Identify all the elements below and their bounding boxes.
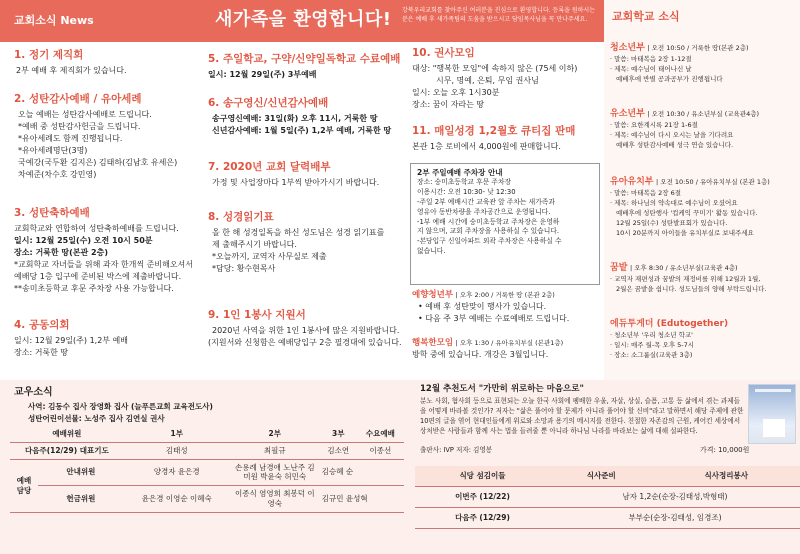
table-cell: 안내위원 [66,467,96,477]
section-title: 9. 1인 1봉사 지원서 [208,309,306,321]
group-line: 예배후 성탄감사예배 성극 연습 있습니다. [616,141,734,150]
section-line: *유아세례명단(3명) [18,146,88,156]
section-line: 2부 예배 후 제직회가 있습니다. [16,66,127,76]
book-publisher: 출판사: IVP 저자: 김영봉 [420,446,493,454]
group-meta: | 오후 8:30 / 유소년부실(교육관 4층) [629,264,738,272]
welcome-note: 강북우리교회를 찾아주신 여러분을 진심으로 환영합니다. 등록을 원하시는 분은 예배 후 새가족팀의 도움을 받으시고 담임목사님을 꼭 만나주세요. [402,7,596,23]
table-header: 예배위원 [10,426,124,442]
school-group-youth [610,42,798,84]
section-5 [208,52,406,81]
parking-line: -주일 2부 예배시간 교육관 앞 주차는 새가족과 [417,197,555,206]
section-line: 제 출해주시기 바랍니다. [212,240,297,250]
school-group-edutogether [610,318,798,360]
section-line: *담당: 황수현목사 [212,264,276,274]
youth-title: 예향청년부 [412,290,454,300]
section-title: 10. 권사모임 [412,47,475,59]
section-3 [14,206,204,295]
group-line: · 교역자 재편성과 꿈밭의 재정비를 위해 12월과 1월, [610,275,761,284]
table-cell: 손용례 남경애 노난주 김미원 박윤숙 허민숙 [234,462,315,482]
group-line: 10시 20분까지 아이들을 유치부실로 보내주세요 [616,229,754,238]
table-header-row [10,426,404,442]
section-title: 5. 주일학교, 구약/신약일독학교 수료예배 [208,53,401,65]
section-7 [208,160,406,189]
section-2 [14,92,204,181]
section-line: 2020년 사역을 위한 1인 1봉사에 많은 지원바랍니다. [212,326,400,336]
parking-line: 장소: 숭미초등학교 후문 주차장 [417,178,512,187]
section-line: *유아세례도 함께 진행됩니다. [18,134,123,144]
group-line: · 제목: 하나님의 약속대로 예수님이 오셨어요 [610,199,738,208]
section-line: **송미초등학교 후문 주차장 사용 가능합니다. [14,284,174,294]
table-cell: 헌금위원 [66,493,96,503]
senior-group [412,338,604,361]
table-row [10,459,404,486]
school-group-dreamfield [610,262,798,294]
section-line: 교회학교와 연합하여 성탄축하예배를 드립니다. [14,224,179,234]
table-cell: 남자 1,2순(순장-김태성,박형태) [550,487,800,508]
group-title: 에듀투게더 (Edutogether) [610,319,729,329]
table-cell: 다음주 (12/29) [415,508,550,529]
senior-title: 행복한모임 [412,338,454,348]
welcome-title: 새가족을 환영합니다! [215,9,392,30]
section-line: 장소: 거룩한 땅(본관 2층) [14,248,108,258]
member-news-line: 성탄어린이선물: 노성주 집사 김연실 권사 [28,414,165,423]
book-description: 분노 사회, 혐사회 등으로 표현되는 오늘 한국 사회에 팽배한 우울, 자살, 상실, 슬픔, 고통 등 삶에서 겪는 과제들을 어떻게 바라볼 것인가? 저자는 "삶은 풀어야 할 문제가 아니라 풀어야 할 신비"라고 말하면서 해당 주제에 관한 10편의 글을 엮어 현대인들에게 위로와 소망과 용기의 메시지를 전한다. 친절한 자존감의 근원, 케어킨 세상에서 상처받은 사람들과 함께 사는 법을 들려줄 뿐 아니라 하나님 나라를 바라보는 삶에 대해 설파한다. [420,397,744,435]
table-header: 수요예배 [357,426,404,442]
section-line: 오늘 예배는 성탄감사예배로 드립니다. [18,110,152,120]
youth-meta: | 오후 2:00 / 거룩한 땅 (본관 2층) [455,291,555,299]
section-11 [412,124,602,153]
section-8 [208,210,406,275]
school-group-juniors [610,108,798,150]
parking-line: -1부 예배 시간에 숭미초등학교 주차장은 운영하 [417,217,560,226]
group-line: · 제목: 예수님이 다시 오시는 날을 기다려요 [610,131,734,140]
section-title: 7. 2020년 교회 달력배부 [208,161,331,173]
school-group-kinder [610,176,798,238]
group-title: 유소년부 [610,109,645,119]
group-line: 2월은 꿈밭을 쉽니다. 성도님들의 양해 부탁드립니다. [616,285,767,294]
section-line: *오늘까지, 교역자 사무실로 제출 [212,252,327,262]
group-line: · 제목: 예수님이 태어나신 날 [610,65,692,74]
section-line: 장소: 거룩한 땅 [14,348,69,358]
group-line: · 말씀: 마태복음 2장 6절 [610,189,682,198]
parking-notice-box [410,163,600,285]
group-title: 꿈밭 [610,263,628,273]
section-line: 국예강(국두환 김지은) 김태하(김남호 유세은) [18,158,178,168]
member-news-title: 교우소식 [14,387,53,398]
table-row [10,486,404,513]
parking-line: 지 않으며, 교회 주차장을 사용하실 수 있습니다. [417,227,560,236]
parking-line: 이용시간: 오전 10:30- 낮 12:30 [417,187,516,196]
section-4 [14,318,204,359]
table-row [10,442,404,459]
youth-group: 예향청년부 | 오후 2:00 / 거룩한 땅 (본관 2층) • 예배 후 성탄맞이 행사가 있습니다. • 다음 주 3부 예배는 수료예배로 드립니다. [412,290,570,324]
group-line: · 말씀: 요한계시록 21장 1-6절 [610,121,698,130]
table-cell: 다음주(12/29) 대표기도 [24,445,109,455]
table-row [415,508,800,529]
book-cover-house [763,419,785,437]
section-title: 4. 공동의회 [14,319,70,331]
book-cover-caption [755,389,791,392]
book-price: 가격: 10,000원 [700,446,750,454]
parking-title: 2부 주일예배 주차장 안내 [417,168,503,177]
section-line: 본관 1층 로비에서 4,000원에 판매합니다. [412,142,561,152]
table-cell: 양경자 윤은경 [153,467,200,477]
section-line: 차예준(차수호 강민영) [18,170,97,180]
section-line: 송구영신예배: 31일(화) 오후 11시, 거룩한 땅 [212,114,378,124]
table-cell: 부부순(순장-김태성, 임경조) [550,508,800,529]
table-header: 2부 [230,426,320,442]
section-line: *예배 중 성탄감사헌금을 드립니다. [18,122,141,132]
parking-line: 영유아 동반차량을 주차공간으로 운영됩니다. [417,207,551,216]
group-title: 청소년부 [610,43,645,53]
group-line: · 말씀: 마태복음 2장 1-12절 [610,55,692,64]
group-line: · 일시: 매주 월-목 오후 5-7시 [610,341,695,350]
section-line: (지원서와 신청함은 예배당입구 2층 필경대에 있습니다. [208,338,402,348]
group-line: 예배후에 성탄행사 '컵케익 꾸미기' 활동 있습니다. [616,209,758,218]
table-header-row [415,466,800,487]
section-line: *교회학교 자녀들을 위해 과자 한개씩 준비해오셔서 [14,260,194,270]
section-title: 8. 성경읽기표 [208,211,274,223]
table-cell: 예배 담당 [16,475,32,495]
news-label: 교회소식 News [14,14,94,27]
table-header: 식사정리봉사 [652,466,800,487]
table-cell: 김승혜 순 [321,467,354,477]
table-cell: 윤은경 이영순 이혜숙 [141,493,212,503]
group-line: 12월 25일(수) 성탄발표회가 있습니다. [616,219,728,228]
section-line: 대상: "행복한 모임"에 속하지 않은 (75세 이하) [412,64,578,74]
parking-line: 없습니다. [417,247,446,256]
book-title: 12월 추천도서 "가만히 위로하는 마음으로" [420,384,584,394]
group-meta: | 오전 10:30 / 유소년부실 (교육관4층) [647,110,760,118]
book-cover-image [748,384,796,444]
section-6 [208,96,406,137]
group-meta: | 오전 10:50 / 거룩한 땅(본관 2층) [647,44,749,52]
section-9 [208,308,408,349]
section-line: 일시: 12월 29일(주) 3부예배 [208,70,317,80]
youth-item: 예배 후 성탄맞이 행사가 있습니다. [425,302,547,312]
section-title: 3. 성탄축하예배 [14,207,90,219]
section-title: 6. 송구영신/신년감사예배 [208,97,329,109]
group-title: 유아유치부 [610,177,654,187]
table-cell: 김규민 윤성혁 [321,493,368,503]
table-cell: 이종선 [369,445,392,455]
section-1 [14,48,202,77]
section-line: 일시: 오늘 오후 1시30분 [412,88,500,98]
table-header: 식사준비 [550,466,652,487]
table-row [415,487,800,508]
section-title: 2. 성탄감사예배 / 유아세례 [14,93,142,105]
section-line: 장소: 꿈이 자라는 땅 [412,100,485,110]
group-meta: | 오전 10:50 / 유아유치부실 (본관 1층) [656,178,770,186]
section-title: 11. 매일성경 1,2월호 큐티집 판매 [412,125,576,137]
section-line: 가정 및 사업장마다 1부씩 받아가시기 바랍니다. [212,178,380,188]
member-news-line: 사역: 김동수 집사 장영화 집사 (늘푸른교회 교육전도사) [28,402,213,411]
table-cell: 김소연 [327,445,350,455]
table-cell: 최필규 [263,445,286,455]
table-header: 식당 섬김이들 [415,466,550,487]
meal-table [415,466,800,529]
table-header: 1부 [124,426,230,442]
section-title: 1. 정기 제직회 [14,49,84,61]
section-line: 시무, 명예, 은퇴, 무임 권사님 [436,76,539,86]
group-line: · 청소년부 '우리 청소년 학교' [610,331,693,340]
parking-line: -본당입구 신일아파트 외곽 주차장은 사용하실 수 [417,237,562,246]
section-10 [412,46,602,111]
group-line: 예배후에 반별 공과공부가 진행됩니다 [616,75,723,84]
section-line: 신년감사예배: 1월 5일(주) 1,2부 예배, 거룩한 땅 [212,126,392,136]
group-line: · 장소: 소그룹실(교육관 3층) [610,351,693,360]
senior-line: 방학 중에 있습니다. 개강은 3월입니다. [412,350,549,360]
youth-item: 다음 주 3부 예배는 수료예배로 드립니다. [425,314,570,324]
table-cell: 김태성 [165,445,188,455]
table-cell: 이종식 염영희 최봉덕 이영숙 [234,489,315,508]
duty-table [10,426,404,513]
school-heading: 교회학교 소식 [612,10,680,23]
section-line: 일시: 12월 25일(수) 오전 10시 50분 [14,236,153,246]
senior-meta: | 오후 1:30 / 유아유치부실 (본관1층) [455,339,564,347]
section-line: 일시: 12월 29일(주) 1,2부 예배 [14,336,129,346]
table-cell: 이번주 (12/22) [415,487,550,508]
table-header: 3부 [320,426,357,442]
section-line: 올 한 해 성경일독을 하신 성도님은 성경 읽기표를 [212,228,385,238]
section-line: 예배당 1층 입구에 준비된 박스에 제출바랍니다. [14,272,182,282]
